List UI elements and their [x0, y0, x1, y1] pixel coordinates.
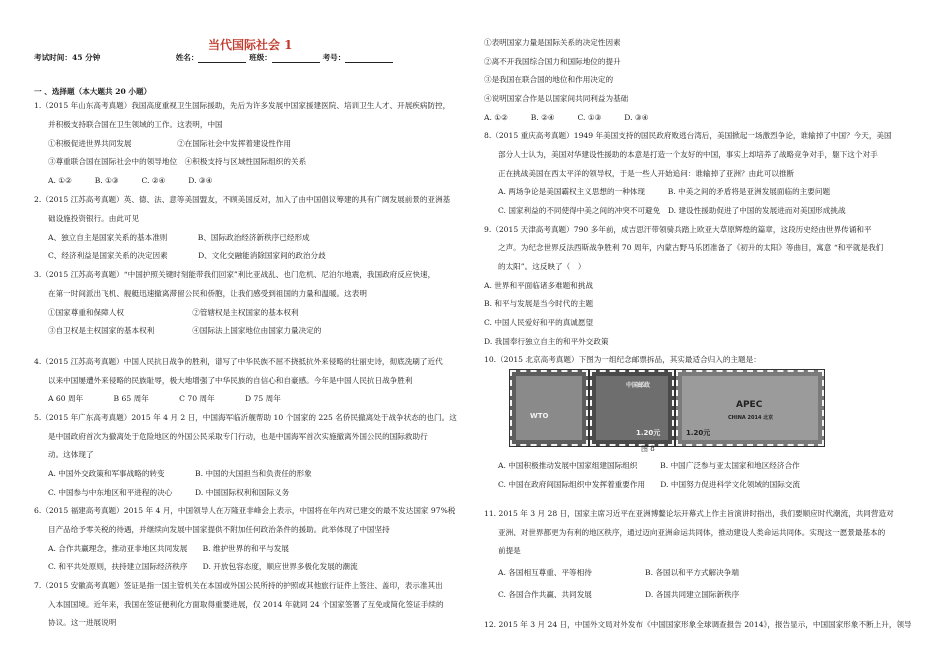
left-line: 3.（2015 江苏高考真题）“中国护照关键时刻能带我们回家”利比亚战乱、也门危机、尼泊尔地震，我国政府反应快速，	[34, 270, 436, 279]
left-line: A. 合作共赢理念，推动亚非地区共同发展 B. 维护世界的和平与发展	[48, 544, 289, 553]
number-field[interactable]	[345, 54, 393, 63]
right-line: 之声。为纪念世界反法西斯战争胜利 70 周年，内蒙古野马乐团准备了《初升的太阳》等曲目，寓意 “和平就是我们	[498, 243, 884, 252]
right-line: ④说明国家合作是以国家间共同利益为基础	[484, 94, 629, 103]
wto-label: WTO	[530, 412, 549, 420]
class-field[interactable]	[272, 54, 320, 63]
left-line: 在第一时间派出飞机、舰艇迅速撤离滞留公民和侨胞，让我们感受到祖国的力量和温暖。这表明	[48, 289, 367, 298]
right-line: 9.（2015 天津高考真题）790 多年前，成吉思汗带领骑兵踏上欧亚大草原辉煌的篇章，这段历史经由世界传诵和平	[484, 225, 872, 234]
name-field[interactable]	[198, 54, 246, 63]
left-line: C、经济利益是国家关系的决定因素 D、文化交融能消除国家间的政治分歧	[48, 251, 326, 260]
section-title: 一 、选择题（本大题共 20 小题）	[34, 87, 152, 96]
right-line: 部分人士认为，美国对华建设性援助的本意是打造一个友好的中国，事实上却培养了战略竞争对手，躯下这个对手	[498, 150, 878, 159]
right-line: C. 中国在政府间国际组织中发挥着重要作用 D. 中国努力促进科学文化领域的国际交流	[498, 480, 800, 489]
right-line: ①表明国家力量是国际关系的决定性因素	[484, 38, 621, 47]
left-line: 2.（2015 江苏高考真题）英、德、法、意等美国盟友，不顾美国反对，加入了由中国倡议筹建的具有广阔发展前景的亚洲基	[34, 195, 451, 204]
left-line: 是中国政府首次为撤离处于危险地区的外国公民采取专门行动，也是中国海军首次实施撤离外国公民的国际救助行	[48, 432, 428, 441]
left-line: A 60 周年 B 65 周年 C 70 周年 D 75 周年	[48, 394, 281, 403]
left-line: C. 中国参与中东地区和平进程的决心 D. 中国国际权利和国际义务	[48, 488, 290, 497]
right-line: 正在挑战美国在西太平洋的领导权，于是一些人开始追问：谁输掉了亚洲？由此可以推断	[498, 169, 795, 178]
left-line: 7.（2015 安徽高考真题）签证是指一国主管机关在本国或外国公民所持的护照或其他旅行证件上签注、盖印，表示准其出	[34, 581, 443, 590]
wto-stamp	[510, 370, 588, 446]
right-line: 10.（2015 北京高考真题）下图为一组纪念邮票拆品，其实最适合归入的主题是：	[484, 355, 761, 364]
right-line: B. 和平与发展是当今时代的主题	[484, 299, 594, 308]
page-title: 当代国际社会 1	[208, 38, 293, 52]
right-line: D. 我国奉行独立自主的和平外交政策	[484, 337, 609, 346]
left-line: 1.（2015 年山东高考真题）我国高度重视卫生国际援助，先后为许多发展中国家援建医院、培训卫生人才、开展疾病防控，	[34, 101, 451, 110]
apec-label: APEC	[736, 400, 763, 410]
left-line: 5.（2015 年广东高考真题）2015 年 4 月 2 日，中国海军临沂舰帮助 10 个国家的 225 名侨民撤离处于战争状态的也门。这	[34, 413, 457, 422]
right-line: A. 两场争论是美国霸权主义思想的一种体现 B. 中美之间的矛盾将是亚洲发展面临的主要问题	[498, 187, 831, 196]
right-line: 11. 2015 年 3 月 28 日，国家主席习近平在亚洲博鳌论坛开幕式上作主旨演讲时指出，我们要顺应时代潮流，共同营造对	[484, 509, 894, 518]
left-line: 4.（2015 江苏高考真题）中国人民抗日战争的胜利，谱写了中华民族不屈不挠抵抗外来侵略的壮丽史诗，彻底洗刷了近代	[34, 357, 443, 366]
right-line: A. 世界和平面临诸多难题和挑战	[484, 281, 594, 290]
apec-stamp	[676, 370, 824, 446]
left-line: 目产品给予零关税的待遇，并继续向发展中国家提供不附加任何政治条件的援助。此举体现了中国坚持	[48, 525, 390, 534]
stamp-value-1: 1.20元	[636, 429, 661, 437]
left-line: 并积极支持联合国在卫生领域的工作。这表明，中国	[48, 120, 223, 129]
exam-info-row	[34, 52, 393, 63]
left-line: A、独立自主是国家关系的基本准则 B、国际政治经济新秩序已经形成	[48, 233, 310, 242]
right-line: ③是我国在联合国的地位和作用决定的	[484, 75, 614, 84]
left-line: 协议。这一进展说明	[48, 618, 117, 627]
right-line: C. 中国人民爱好和平的真诚愿望	[484, 318, 594, 327]
right-line: 12. 2015 年 3 月 24 日，中国外文局对外发布《中国国家形象全球调查报告 2014》，报告显示，中国国家形象不断上升，领导	[484, 620, 912, 629]
left-line: A. 中国外交政策和军事战略的转变 B. 中国的大国担当和负责任的形象	[48, 469, 312, 478]
left-line: A. ①② B. ①③ C. ②④ D. ③④	[48, 176, 213, 185]
left-line: 6.（2015 福建高考真题）2015 年 4 月，中国领导人在万隆亚非峰会上表示，中国将在年内对已建交的最不发达国家 97%税	[34, 506, 456, 515]
right-line: 8.（2015 重庆高考真题）1949 年美国支持的国民政府败逃台湾后，美国掀起一场激烈争论，谁输掉了中国？今天，美国	[484, 131, 892, 140]
figure-caption: 图 8	[641, 445, 655, 453]
name-label: 姓名：	[175, 53, 199, 62]
left-line: ③尊重联合国在国际社会中的领导地位 ④积极支持与区域性国际组织的关系	[48, 157, 307, 166]
left-line: ①国家尊重和保障人权 ②管辖权是主权国家的基本权利	[48, 308, 299, 317]
left-line: C. 和平共处原则，扶持建立国际经济秩序 D. 开放包容态度，顺应世界多极化发展的潮流	[48, 562, 358, 571]
right-line: C. 各国合作共赢、共同发展 D. 各国共同建立国际新秩序	[498, 590, 740, 599]
china-post-label: 中国邮政	[626, 382, 651, 389]
apec-sub-label: CHINA 2014 北京	[728, 415, 774, 421]
exam-time: 考试时间：45 分钟	[34, 53, 101, 62]
right-line: A. 各国相互尊重、平等相待 B. 各国以和平方式解决争端	[498, 568, 739, 577]
left-line: 入本国国境。近年来，我国在签证便利化方面取得重要进展，仅 2014 年就同 24 个国家签署了互免或简化签证手续的	[48, 600, 444, 609]
un-stamp	[590, 370, 674, 446]
right-line: C. 国家利益的不同使得中美之间的冲突不可避免 D. 建设性援助促进了中国的发展进而对美国形成挑战	[498, 206, 846, 215]
right-line: A. ①② B. ②④ C. ①③ D. ③④	[484, 113, 649, 122]
right-line: A. 中国积极推动发展中国家组建国际组织 B. 中国广泛参与亚太国家和地区经济合作	[498, 461, 800, 470]
left-line: 础设施投资银行。由此可见	[48, 214, 140, 223]
right-line: 的太阳”。这反映了（ ）	[498, 262, 586, 271]
stamp-value-2: 1.20元	[686, 429, 711, 437]
right-line: 亚洲、对世界都更为有利的地区秩序，通过迈向亚洲命运共同体，推动建设人类命运共同体。实现这一愿景最基本的	[498, 528, 886, 537]
left-line: 动。这体现了	[48, 450, 94, 459]
left-line: ③自卫权是主权国家的基本权利 ④国际法上国家地位由国家力量决定的	[48, 326, 322, 335]
left-line: ①积极促进世界共同发展 ②在国际社会中发挥着建设性作用	[48, 139, 291, 148]
right-line: ②离不开我国综合国力和国际地位的提升	[484, 57, 621, 66]
left-line: 以来中国屡遭外来侵略的民族耻辱，极大地增强了中华民族的自信心和自豪感。今年是中国人民抗日战争胜利	[48, 376, 413, 385]
stamps-figure	[510, 370, 822, 446]
number-label: 考号：	[322, 53, 346, 62]
class-label: 班级：	[249, 53, 272, 62]
right-line: 前提是	[498, 546, 521, 555]
